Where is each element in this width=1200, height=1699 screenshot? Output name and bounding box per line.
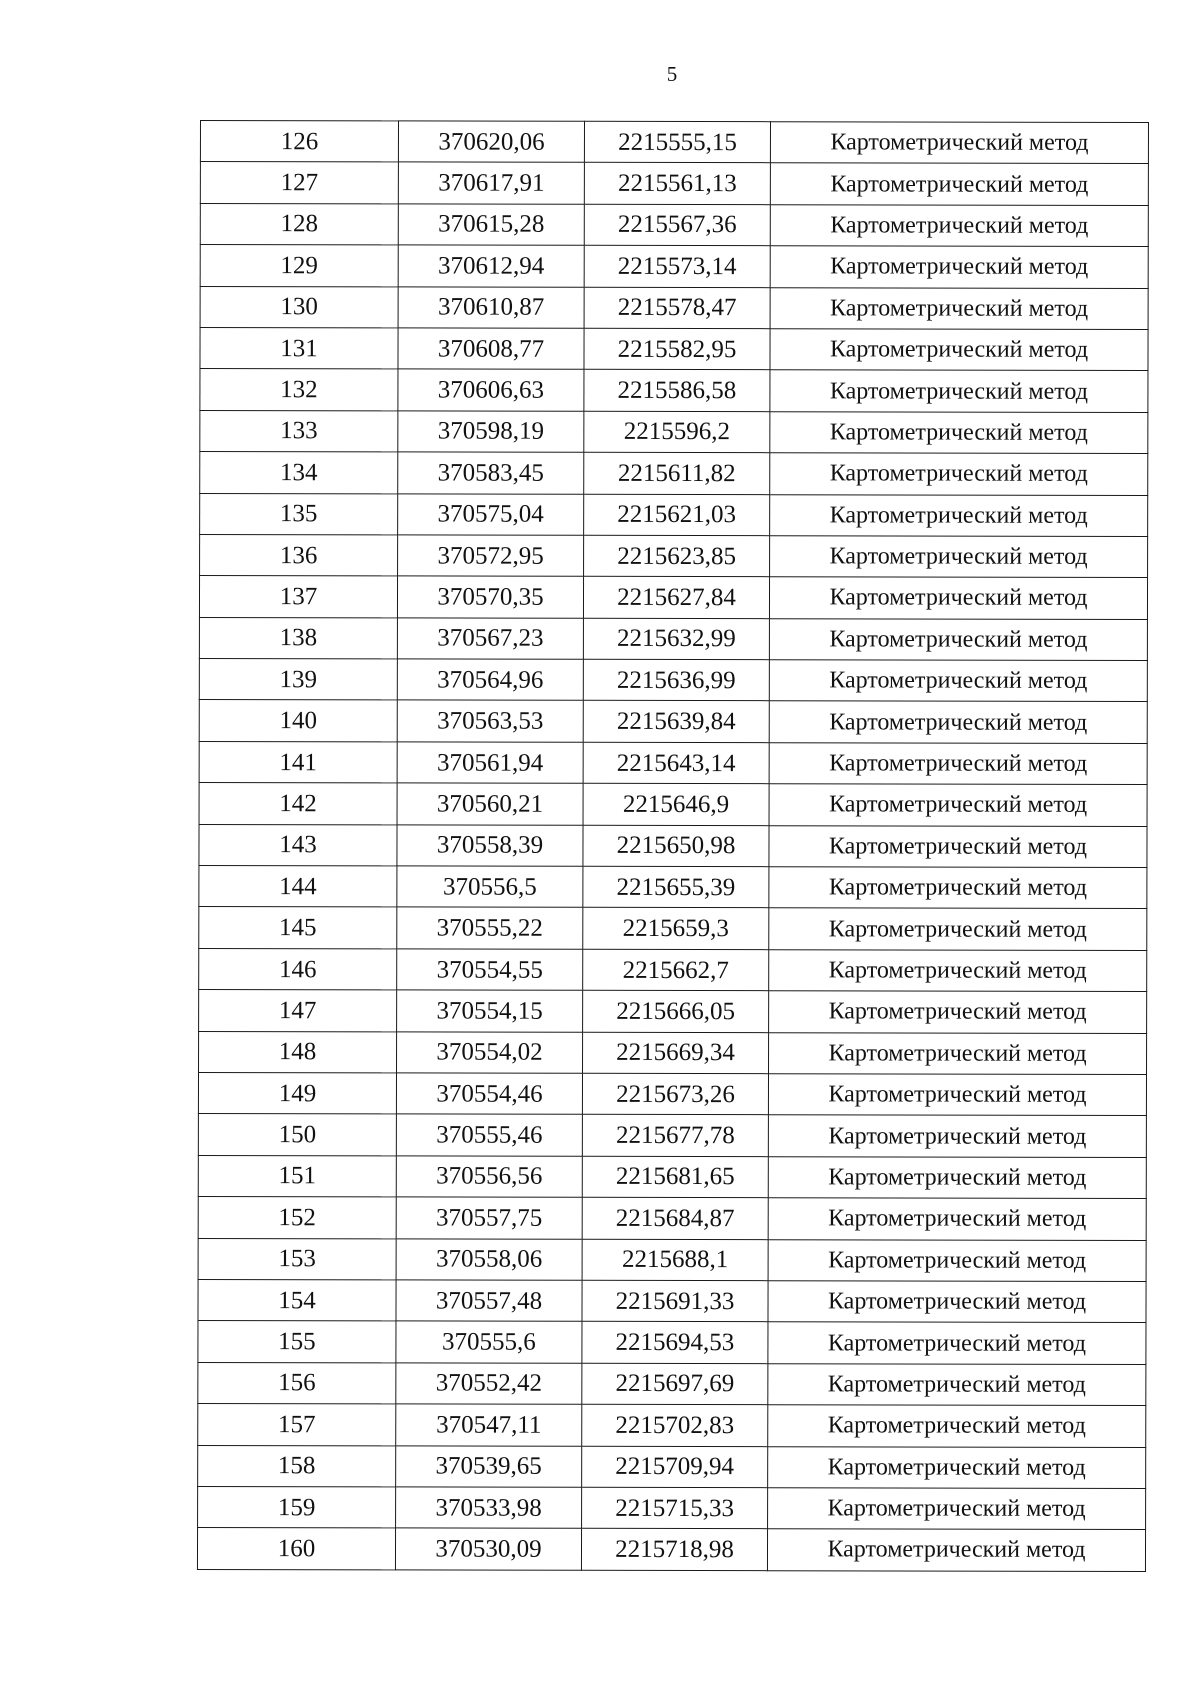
table-row bbox=[198, 1362, 1146, 1405]
table-row bbox=[199, 659, 1147, 702]
y-coordinate-cell: 2215659,3 bbox=[583, 908, 769, 950]
x-coordinate-cell: 370620,06 bbox=[398, 121, 584, 163]
method-cell: Картометрический метод bbox=[769, 577, 1147, 619]
table-row bbox=[198, 1114, 1146, 1157]
coordinates-table-body bbox=[197, 121, 1148, 1572]
x-coordinate-cell: 370533,98 bbox=[396, 1487, 582, 1529]
x-coordinate-cell: 370539,65 bbox=[396, 1445, 582, 1487]
table-row bbox=[199, 990, 1147, 1033]
method-cell: Картометрический метод bbox=[769, 1032, 1147, 1074]
y-coordinate-cell: 2215655,39 bbox=[583, 866, 769, 908]
y-coordinate-cell: 2215697,69 bbox=[582, 1363, 768, 1405]
page-number: 5 bbox=[666, 62, 678, 86]
method-cell: Картометрический метод bbox=[769, 660, 1147, 702]
point-number-cell: 144 bbox=[199, 866, 397, 908]
table-row bbox=[200, 369, 1148, 412]
x-coordinate-cell: 370575,04 bbox=[398, 493, 584, 535]
x-coordinate-cell: 370558,39 bbox=[397, 825, 583, 867]
y-coordinate-cell: 2215636,99 bbox=[583, 659, 769, 701]
method-cell: Картометрический метод bbox=[768, 1198, 1146, 1240]
point-number-cell: 145 bbox=[199, 907, 397, 949]
point-number-cell: 131 bbox=[200, 327, 398, 369]
point-number-cell: 129 bbox=[200, 245, 398, 287]
table-row bbox=[199, 824, 1147, 867]
y-coordinate-cell: 2215555,15 bbox=[584, 121, 770, 163]
point-number-cell: 136 bbox=[200, 534, 398, 576]
point-number-cell: 130 bbox=[200, 286, 398, 328]
y-coordinate-cell: 2215573,14 bbox=[584, 245, 770, 287]
table-row bbox=[198, 1238, 1146, 1281]
table-row bbox=[200, 452, 1148, 495]
y-coordinate-cell: 2215673,26 bbox=[582, 1073, 768, 1115]
x-coordinate-cell: 370554,15 bbox=[397, 990, 583, 1032]
point-number-cell: 137 bbox=[199, 576, 397, 618]
point-number-cell: 146 bbox=[199, 948, 397, 990]
point-number-cell: 153 bbox=[198, 1238, 396, 1280]
method-cell: Картометрический метод bbox=[770, 453, 1148, 495]
method-cell: Картометрический метод bbox=[769, 743, 1147, 785]
x-coordinate-cell: 370598,19 bbox=[398, 411, 584, 453]
point-number-cell: 126 bbox=[200, 121, 398, 163]
x-coordinate-cell: 370564,96 bbox=[397, 659, 583, 701]
table-row bbox=[198, 1321, 1146, 1364]
y-coordinate-cell: 2215662,7 bbox=[583, 949, 769, 991]
point-number-cell: 140 bbox=[199, 700, 397, 742]
y-coordinate-cell: 2215702,83 bbox=[582, 1404, 768, 1446]
method-cell: Картометрический метод bbox=[769, 950, 1147, 992]
y-coordinate-cell: 2215582,95 bbox=[584, 328, 770, 370]
y-coordinate-cell: 2215627,84 bbox=[583, 577, 769, 619]
point-number-cell: 142 bbox=[199, 783, 397, 825]
table-row bbox=[200, 203, 1148, 246]
method-cell: Картометрический метод bbox=[768, 1115, 1146, 1157]
table-row bbox=[200, 286, 1148, 329]
point-number-cell: 152 bbox=[198, 1197, 396, 1239]
method-cell: Картометрический метод bbox=[770, 370, 1148, 412]
table-row bbox=[200, 121, 1148, 164]
y-coordinate-cell: 2215650,98 bbox=[583, 825, 769, 867]
table-row bbox=[200, 493, 1148, 536]
y-coordinate-cell: 2215715,33 bbox=[582, 1487, 768, 1529]
method-cell: Картометрический метод bbox=[767, 1529, 1145, 1571]
point-number-cell: 154 bbox=[198, 1279, 396, 1321]
x-coordinate-cell: 370563,53 bbox=[397, 700, 583, 742]
point-number-cell: 149 bbox=[198, 1072, 396, 1114]
x-coordinate-cell: 370557,48 bbox=[396, 1280, 582, 1322]
table-row bbox=[199, 1031, 1147, 1074]
point-number-cell: 141 bbox=[199, 741, 397, 783]
method-cell: Картометрический метод bbox=[768, 1281, 1146, 1323]
table-row bbox=[198, 1445, 1146, 1488]
y-coordinate-cell: 2215586,58 bbox=[584, 370, 770, 412]
x-coordinate-cell: 370561,94 bbox=[397, 742, 583, 784]
method-cell: Картометрический метод bbox=[769, 618, 1147, 660]
point-number-cell: 132 bbox=[200, 369, 398, 411]
table-row bbox=[197, 1528, 1145, 1571]
method-cell: Картометрический метод bbox=[769, 701, 1147, 743]
x-coordinate-cell: 370615,28 bbox=[398, 204, 584, 246]
method-cell: Картометрический метод bbox=[768, 1363, 1146, 1405]
method-cell: Картометрический метод bbox=[770, 411, 1148, 453]
x-coordinate-cell: 370554,02 bbox=[397, 1032, 583, 1074]
table-row bbox=[198, 1404, 1146, 1447]
point-number-cell: 138 bbox=[199, 617, 397, 659]
point-number-cell: 143 bbox=[199, 824, 397, 866]
table-row bbox=[198, 1486, 1146, 1529]
x-coordinate-cell: 370557,75 bbox=[396, 1197, 582, 1239]
y-coordinate-cell: 2215639,84 bbox=[583, 701, 769, 743]
table-row bbox=[199, 576, 1147, 619]
x-coordinate-cell: 370608,77 bbox=[398, 328, 584, 370]
x-coordinate-cell: 370560,21 bbox=[397, 783, 583, 825]
method-cell: Картометрический метод bbox=[770, 494, 1148, 536]
table-row bbox=[199, 741, 1147, 784]
x-coordinate-cell: 370555,22 bbox=[397, 907, 583, 949]
x-coordinate-cell: 370583,45 bbox=[398, 452, 584, 494]
method-cell: Картометрический метод bbox=[770, 536, 1148, 578]
y-coordinate-cell: 2215621,03 bbox=[584, 494, 770, 536]
method-cell: Картометрический метод bbox=[768, 1074, 1146, 1116]
coordinates-table bbox=[197, 120, 1149, 1572]
point-number-cell: 157 bbox=[198, 1404, 396, 1446]
x-coordinate-cell: 370617,91 bbox=[398, 162, 584, 204]
table-row bbox=[199, 948, 1147, 991]
x-coordinate-cell: 370554,55 bbox=[397, 949, 583, 991]
method-cell: Картометрический метод bbox=[769, 784, 1147, 826]
table-row bbox=[199, 617, 1147, 660]
y-coordinate-cell: 2215684,87 bbox=[582, 1197, 768, 1239]
table-row bbox=[198, 1279, 1146, 1322]
method-cell: Картометрический метод bbox=[770, 329, 1148, 371]
table-row bbox=[200, 410, 1148, 453]
method-cell: Картометрический метод bbox=[768, 1405, 1146, 1447]
x-coordinate-cell: 370572,95 bbox=[398, 535, 584, 577]
method-cell: Картометрический метод bbox=[769, 867, 1147, 909]
y-coordinate-cell: 2215677,78 bbox=[582, 1115, 768, 1157]
y-coordinate-cell: 2215561,13 bbox=[584, 163, 770, 205]
method-cell: Картометрический метод bbox=[770, 287, 1148, 329]
method-cell: Картометрический метод bbox=[770, 122, 1148, 164]
method-cell: Картометрический метод bbox=[770, 163, 1148, 205]
y-coordinate-cell: 2215578,47 bbox=[584, 287, 770, 329]
method-cell: Картометрический метод bbox=[769, 825, 1147, 867]
method-cell: Картометрический метод bbox=[768, 1446, 1146, 1488]
point-number-cell: 160 bbox=[197, 1528, 395, 1570]
method-cell: Картометрический метод bbox=[769, 991, 1147, 1033]
y-coordinate-cell: 2215623,85 bbox=[584, 535, 770, 577]
x-coordinate-cell: 370558,06 bbox=[396, 1238, 582, 1280]
point-number-cell: 150 bbox=[198, 1114, 396, 1156]
x-coordinate-cell: 370610,87 bbox=[398, 286, 584, 328]
y-coordinate-cell: 2215666,05 bbox=[583, 991, 769, 1033]
y-coordinate-cell: 2215691,33 bbox=[582, 1280, 768, 1322]
x-coordinate-cell: 370554,46 bbox=[396, 1073, 582, 1115]
y-coordinate-cell: 2215632,99 bbox=[583, 618, 769, 660]
point-number-cell: 158 bbox=[198, 1445, 396, 1487]
table-row bbox=[199, 907, 1147, 950]
y-coordinate-cell: 2215709,94 bbox=[582, 1446, 768, 1488]
method-cell: Картометрический метод bbox=[768, 1156, 1146, 1198]
y-coordinate-cell: 2215596,2 bbox=[584, 411, 770, 453]
table-row bbox=[200, 534, 1148, 577]
point-number-cell: 135 bbox=[200, 493, 398, 535]
y-coordinate-cell: 2215611,82 bbox=[584, 452, 770, 494]
method-cell: Картометрический метод bbox=[770, 204, 1148, 246]
method-cell: Картометрический метод bbox=[768, 1239, 1146, 1281]
point-number-cell: 156 bbox=[198, 1362, 396, 1404]
table-row bbox=[199, 700, 1147, 743]
point-number-cell: 128 bbox=[200, 203, 398, 245]
table-row bbox=[200, 162, 1148, 205]
x-coordinate-cell: 370556,56 bbox=[396, 1156, 582, 1198]
x-coordinate-cell: 370530,09 bbox=[395, 1528, 581, 1570]
point-number-cell: 159 bbox=[198, 1486, 396, 1528]
point-number-cell: 127 bbox=[200, 162, 398, 204]
x-coordinate-cell: 370612,94 bbox=[398, 245, 584, 287]
point-number-cell: 147 bbox=[199, 990, 397, 1032]
x-coordinate-cell: 370555,6 bbox=[396, 1321, 582, 1363]
point-number-cell: 134 bbox=[200, 452, 398, 494]
y-coordinate-cell: 2215694,53 bbox=[582, 1322, 768, 1364]
y-coordinate-cell: 2215567,36 bbox=[584, 204, 770, 246]
x-coordinate-cell: 370570,35 bbox=[397, 576, 583, 618]
x-coordinate-cell: 370547,11 bbox=[396, 1404, 582, 1446]
method-cell: Картометрический метод bbox=[770, 246, 1148, 288]
point-number-cell: 133 bbox=[200, 410, 398, 452]
table-row bbox=[200, 245, 1148, 288]
table-row bbox=[200, 327, 1148, 370]
method-cell: Картометрический метод bbox=[768, 1322, 1146, 1364]
table-row bbox=[198, 1155, 1146, 1198]
y-coordinate-cell: 2215669,34 bbox=[583, 1032, 769, 1074]
point-number-cell: 139 bbox=[199, 659, 397, 701]
y-coordinate-cell: 2215643,14 bbox=[583, 742, 769, 784]
table-row bbox=[198, 1072, 1146, 1115]
point-number-cell: 155 bbox=[198, 1321, 396, 1363]
x-coordinate-cell: 370606,63 bbox=[398, 369, 584, 411]
point-number-cell: 148 bbox=[199, 1031, 397, 1073]
table-row bbox=[199, 783, 1147, 826]
x-coordinate-cell: 370552,42 bbox=[396, 1363, 582, 1405]
table-row bbox=[198, 1197, 1146, 1240]
method-cell: Картометрический метод bbox=[768, 1488, 1146, 1530]
x-coordinate-cell: 370567,23 bbox=[397, 618, 583, 660]
x-coordinate-cell: 370555,46 bbox=[396, 1114, 582, 1156]
y-coordinate-cell: 2215646,9 bbox=[583, 784, 769, 826]
method-cell: Картометрический метод bbox=[769, 908, 1147, 950]
y-coordinate-cell: 2215688,1 bbox=[582, 1239, 768, 1281]
point-number-cell: 151 bbox=[198, 1155, 396, 1197]
y-coordinate-cell: 2215718,98 bbox=[581, 1529, 767, 1571]
table-row bbox=[199, 866, 1147, 909]
y-coordinate-cell: 2215681,65 bbox=[582, 1156, 768, 1198]
x-coordinate-cell: 370556,5 bbox=[397, 866, 583, 908]
